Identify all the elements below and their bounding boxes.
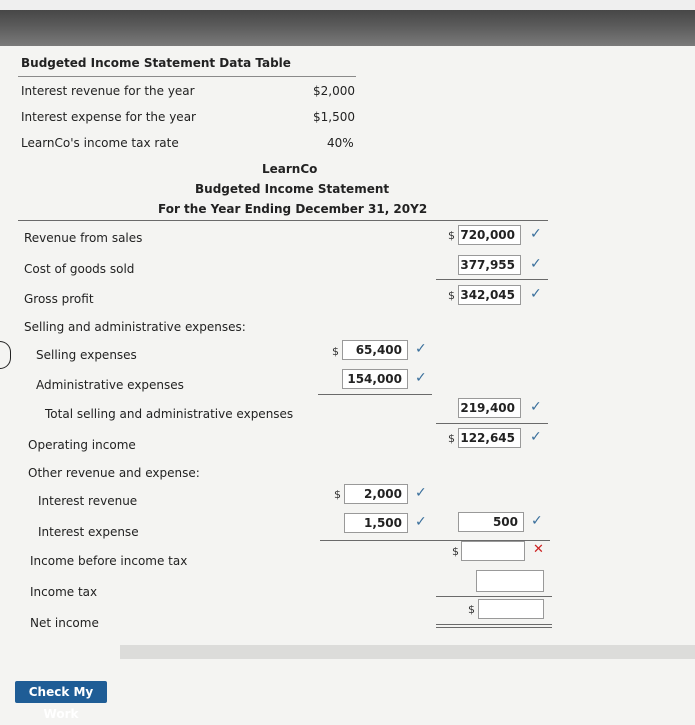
line-label-income-before-tax: Income before income tax [30,554,188,568]
check-icon: ✓ [415,341,427,357]
data-row-label: Interest revenue for the year [21,84,195,98]
line-label-interest-expense: Interest expense [38,525,139,539]
check-icon: ✓ [530,286,542,302]
income-before-tax-input[interactable] [461,541,525,561]
company-name: LearnCo [262,162,318,176]
interest-expense-input[interactable]: 1,500 [344,513,408,533]
check-icon: ✓ [531,513,543,529]
interest-revenue-input[interactable]: 2,000 [344,484,408,504]
section-header-sga: Selling and administrative expenses: [24,320,246,334]
line-label-income-tax: Income tax [30,585,98,599]
line-label-interest-revenue: Interest revenue [38,494,138,508]
check-icon: ✓ [415,514,427,530]
data-table-title: Budgeted Income Statement Data Table [21,56,291,70]
dollar-sign: $ [448,432,455,445]
double-rule-bottom [436,627,552,628]
subtotal-rule [436,423,548,424]
header-rule [18,220,548,221]
line-label-admin: Administrative expenses [36,378,184,392]
data-table-rule [18,76,356,77]
check-icon: ✓ [530,399,542,415]
line-label-revenue: Revenue from sales [24,231,143,245]
dollar-sign: $ [468,603,475,616]
line-label-cogs: Cost of goods sold [24,262,135,276]
cogs-input[interactable]: 377,955 [458,255,521,275]
dollar-sign: $ [448,289,455,302]
dollar-sign: $ [332,345,339,358]
data-row-label: Interest expense for the year [21,110,196,124]
admin-expenses-input[interactable]: 154,000 [342,369,408,389]
operating-income-input[interactable]: 122,645 [458,428,521,448]
line-label-gross-profit: Gross profit [24,292,94,306]
gross-profit-input[interactable]: 342,045 [458,285,521,305]
line-label-net-income: Net income [30,616,99,630]
income-tax-input[interactable] [476,570,544,592]
line-label-total-sga: Total selling and administrative expenses [45,407,294,421]
other-net-input[interactable]: 500 [458,512,524,532]
total-sga-input[interactable]: 219,400 [458,398,521,418]
data-row-value: $1,500 [313,110,355,124]
subtotal-rule [318,394,432,395]
side-pager-handle[interactable] [0,341,11,369]
check-my-work-button[interactable]: Check My Work [15,681,107,703]
data-row-value: $2,000 [313,84,355,98]
data-row-label: LearnCo's income tax rate [21,136,179,150]
cross-icon: ✕ [533,542,544,557]
statement-period: For the Year Ending December 31, 20Y2 [158,202,428,216]
net-income-input[interactable] [478,599,544,619]
check-icon: ✓ [415,485,427,501]
data-row-value: 40% [327,136,354,150]
line-label-operating-income: Operating income [28,438,136,452]
check-icon: ✓ [530,256,542,272]
check-icon: ✓ [530,429,542,445]
subtotal-rule [436,279,548,280]
selling-expenses-input[interactable]: 65,400 [342,340,408,360]
double-rule-top [436,624,552,625]
top-edge [0,0,695,10]
subtotal-rule [436,596,552,597]
section-header-other: Other revenue and expense: [28,466,200,480]
line-label-selling: Selling expenses [36,348,137,362]
check-icon: ✓ [415,370,427,386]
dollar-sign: $ [334,488,341,501]
dollar-sign: $ [452,545,459,558]
dollar-sign: $ [448,229,455,242]
scroll-band [120,645,695,659]
check-icon: ✓ [530,226,542,242]
revenue-input[interactable]: 720,000 [458,225,521,245]
statement-title: Budgeted Income Statement [195,182,390,196]
